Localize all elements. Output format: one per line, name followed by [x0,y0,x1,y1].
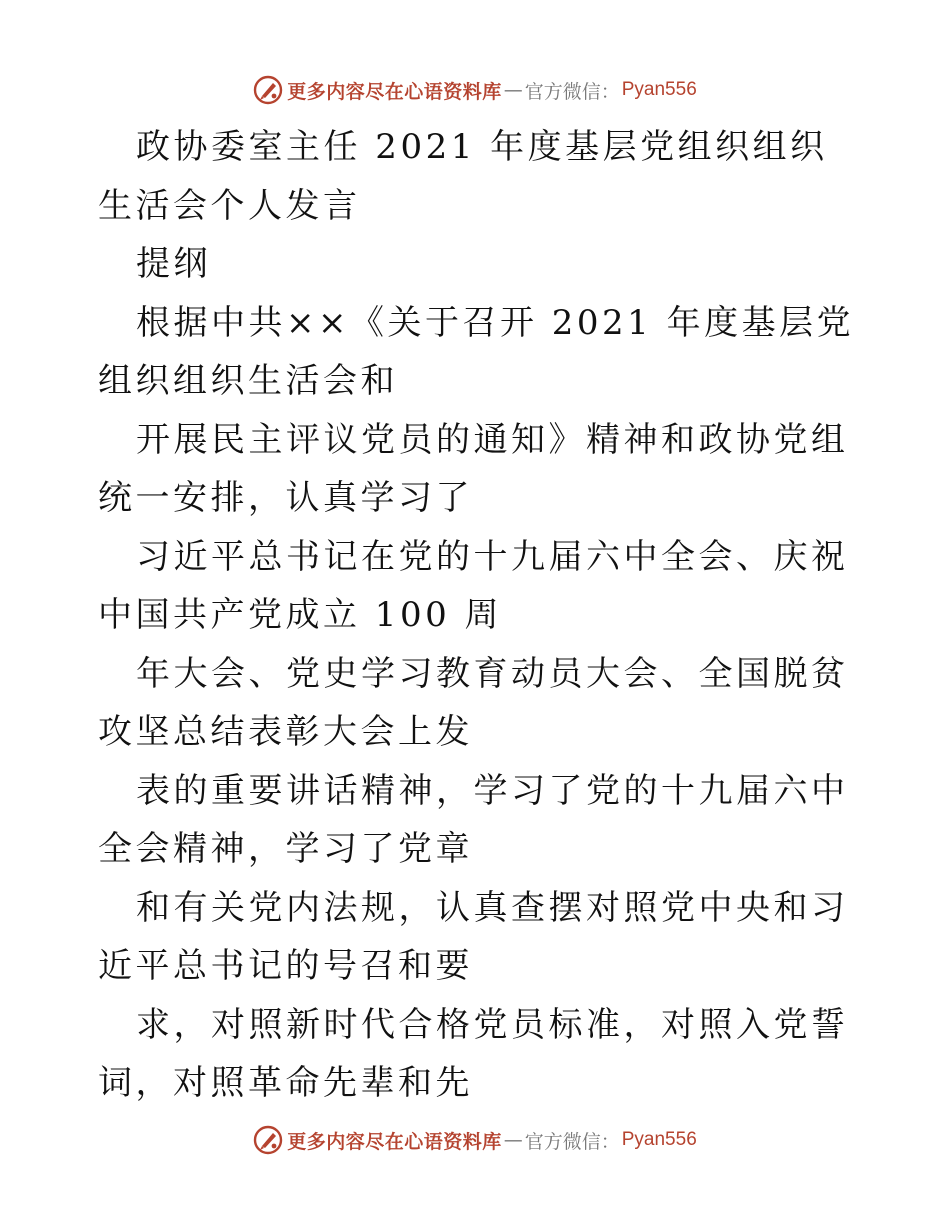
watermark-wechat-label: 官方微信： [524,1130,620,1153]
watermark-account: Pyan556 [621,1129,697,1150]
watermark-title: 更多内容尽在心语资料库 [287,80,502,103]
paragraph-2: 提纲 [136,244,211,284]
document-body [98,118,858,1113]
watermark-wechat-label: 官方微信： [524,80,620,103]
paragraph-3: 根据中共××《关于召开 2021 年度基层党组织组织生活会和 [98,302,855,401]
watermark-dash: — [503,1129,523,1151]
watermark-account: Pyan556 [621,79,697,100]
paragraph-5: 习近平总书记在党的十九届六中全会、庆祝中国共产党成立 100 周 [98,536,849,635]
quill-logo-icon [253,1125,283,1155]
quill-logo-icon [253,75,283,105]
paragraph-6: 年大会、党史学习教育动员大会、全国脱贫攻坚总结表彰大会上发 [98,653,849,752]
paragraph-4: 开展民主评议党员的通知》精神和政协党组统一安排，认真学习了 [98,419,849,518]
paragraph-9: 求，对照新时代合格党员标准，对照入党誓词，对照革命先辈和先 [98,1004,849,1103]
footer-watermark [0,1120,950,1160]
watermark-title: 更多内容尽在心语资料库 [287,1130,502,1153]
paragraph-8: 和有关党内法规，认真查摆对照党中央和习近平总书记的号召和要 [98,887,849,986]
header-watermark [0,70,950,110]
watermark-dash: — [503,79,523,101]
paragraph-7: 表的重要讲话精神，学习了党的十九届六中全会精神，学习了党章 [98,770,849,869]
paragraph-1: 政协委室主任 2021 年度基层党组织组织生活会个人发言 [98,127,828,226]
